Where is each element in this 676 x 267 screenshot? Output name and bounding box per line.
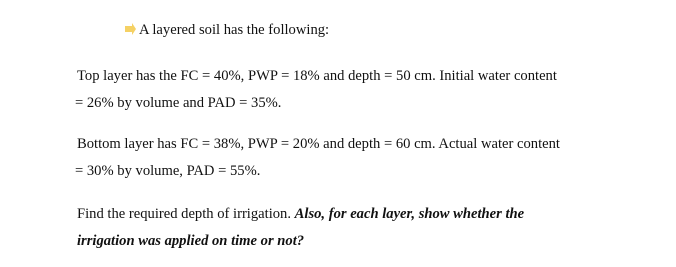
problem-heading: A layered soil has the following: [139,22,330,38]
top-layer-text-line-2: = 26% by volume and PAD = 35%. [75,95,282,111]
bottom-layer-text-line-1: Bottom layer has FC = 38%, PWP = 20% and depth = 60 cm. Actual water content [77,136,560,152]
question-emphasis-text-1: Also, for each layer, show whether the [294,206,525,222]
question-line-1 [77,205,524,223]
question-emphasis-text-2: irrigation was applied on time or not? [77,233,305,249]
bottom-layer-text-line-2: = 30% by volume, PAD = 55%. [75,163,261,179]
top-layer-text-line-1: Top layer has the FC = 40%, PWP = 18% and depth = 50 cm. Initial water content [77,68,557,84]
question-plain-text: Find the required depth of irrigation. [77,206,291,222]
yellow-arrow-icon [124,22,137,36]
